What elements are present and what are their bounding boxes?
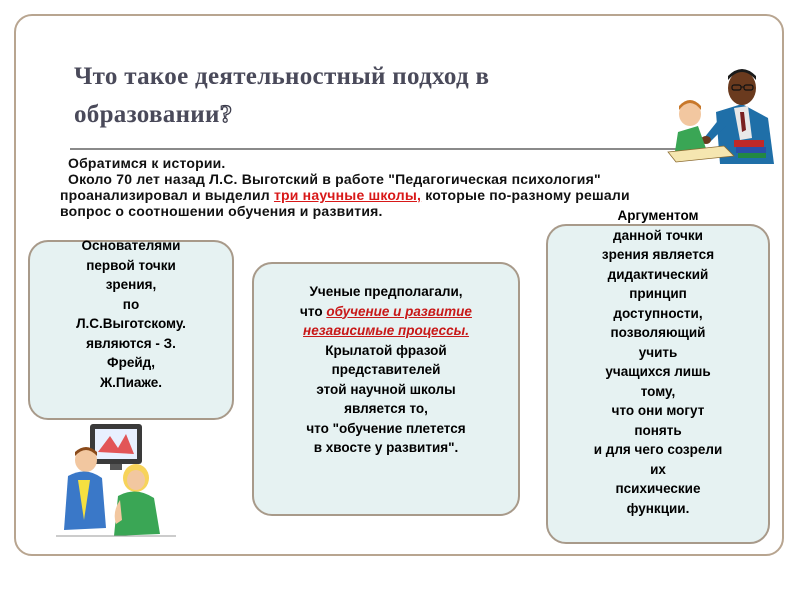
left-box-line: Основателями xyxy=(81,238,181,253)
first-viewpoint-box xyxy=(28,240,234,420)
left-box-line: Ж.Пиаже. xyxy=(99,374,163,390)
right-box-line: и для чего созрели xyxy=(593,442,723,457)
left-box-line: по xyxy=(122,296,140,312)
intro-line-3-start: проанализировал и выделил xyxy=(60,187,274,203)
right-box-line: психические xyxy=(615,481,701,496)
intro-line-3-end: которые по-разному решали xyxy=(421,187,630,203)
mid-box-line: Крылатой фразой xyxy=(325,342,447,358)
mid-box-line xyxy=(254,302,518,322)
intro-line-3 xyxy=(60,187,770,203)
mid-box-line-2-start: что xyxy=(300,303,327,319)
left-box-line: Фрейд, xyxy=(107,355,155,370)
mid-box-line: является то, xyxy=(344,401,428,416)
independent-processes-highlight: независимые процессы. xyxy=(303,323,469,338)
right-box-line: что они могут xyxy=(611,403,705,418)
children-at-computer-clipart-icon xyxy=(56,420,176,538)
right-box-line: зрения является xyxy=(601,247,715,262)
mid-box-line: представителей xyxy=(331,362,441,377)
intro-line-2: Около 70 лет назад Л.С. Выготский в работе "Педагогическая психология" xyxy=(68,171,601,187)
right-box-line: доступности, xyxy=(613,305,703,321)
mid-box-line: в хвосте у развития". xyxy=(313,440,459,455)
left-box-line: зрения, xyxy=(105,277,157,292)
mid-box-line: что "обучение плетется xyxy=(306,420,466,436)
mid-box-line: Ученые предполагали, xyxy=(309,284,463,299)
learning-and-development-highlight: обучение и развитие xyxy=(326,303,472,319)
school-assumption-box xyxy=(252,262,520,516)
right-box-line: позволяющий xyxy=(610,325,706,340)
title-question-mark: ? xyxy=(219,101,233,128)
intro-line-4: вопрос о соотношении обучения и развития. xyxy=(60,203,383,219)
left-box-line: первой точки xyxy=(86,257,176,273)
intro-line-1: Обратимся к истории. xyxy=(68,155,226,171)
left-box-line: Л.С.Выготскому. xyxy=(76,316,186,331)
mid-box-line: этой научной школы xyxy=(316,381,456,397)
left-box-line: являются - З. xyxy=(86,335,176,351)
right-box-line: функции. xyxy=(626,500,690,516)
right-box-line: учащихся лишь xyxy=(605,364,711,379)
right-box-line: тому, xyxy=(640,383,676,399)
right-box-line: Аргументом xyxy=(617,208,699,223)
three-schools-link[interactable]: три научные школы, xyxy=(273,187,422,203)
right-box-line: дидактический xyxy=(607,266,709,282)
right-box-line: их xyxy=(650,461,666,477)
argument-box xyxy=(546,208,770,544)
title-line-2: образовании xyxy=(74,101,220,128)
right-box-line: принцип xyxy=(629,286,687,301)
right-box-line: понять xyxy=(634,422,682,438)
title-line-1: Что такое деятельностный подход в xyxy=(74,63,490,90)
teacher-with-student-clipart-icon xyxy=(664,68,776,164)
right-box-line: данной точки xyxy=(613,227,703,243)
right-box-line: учить xyxy=(638,344,678,360)
slide-title xyxy=(74,58,634,134)
